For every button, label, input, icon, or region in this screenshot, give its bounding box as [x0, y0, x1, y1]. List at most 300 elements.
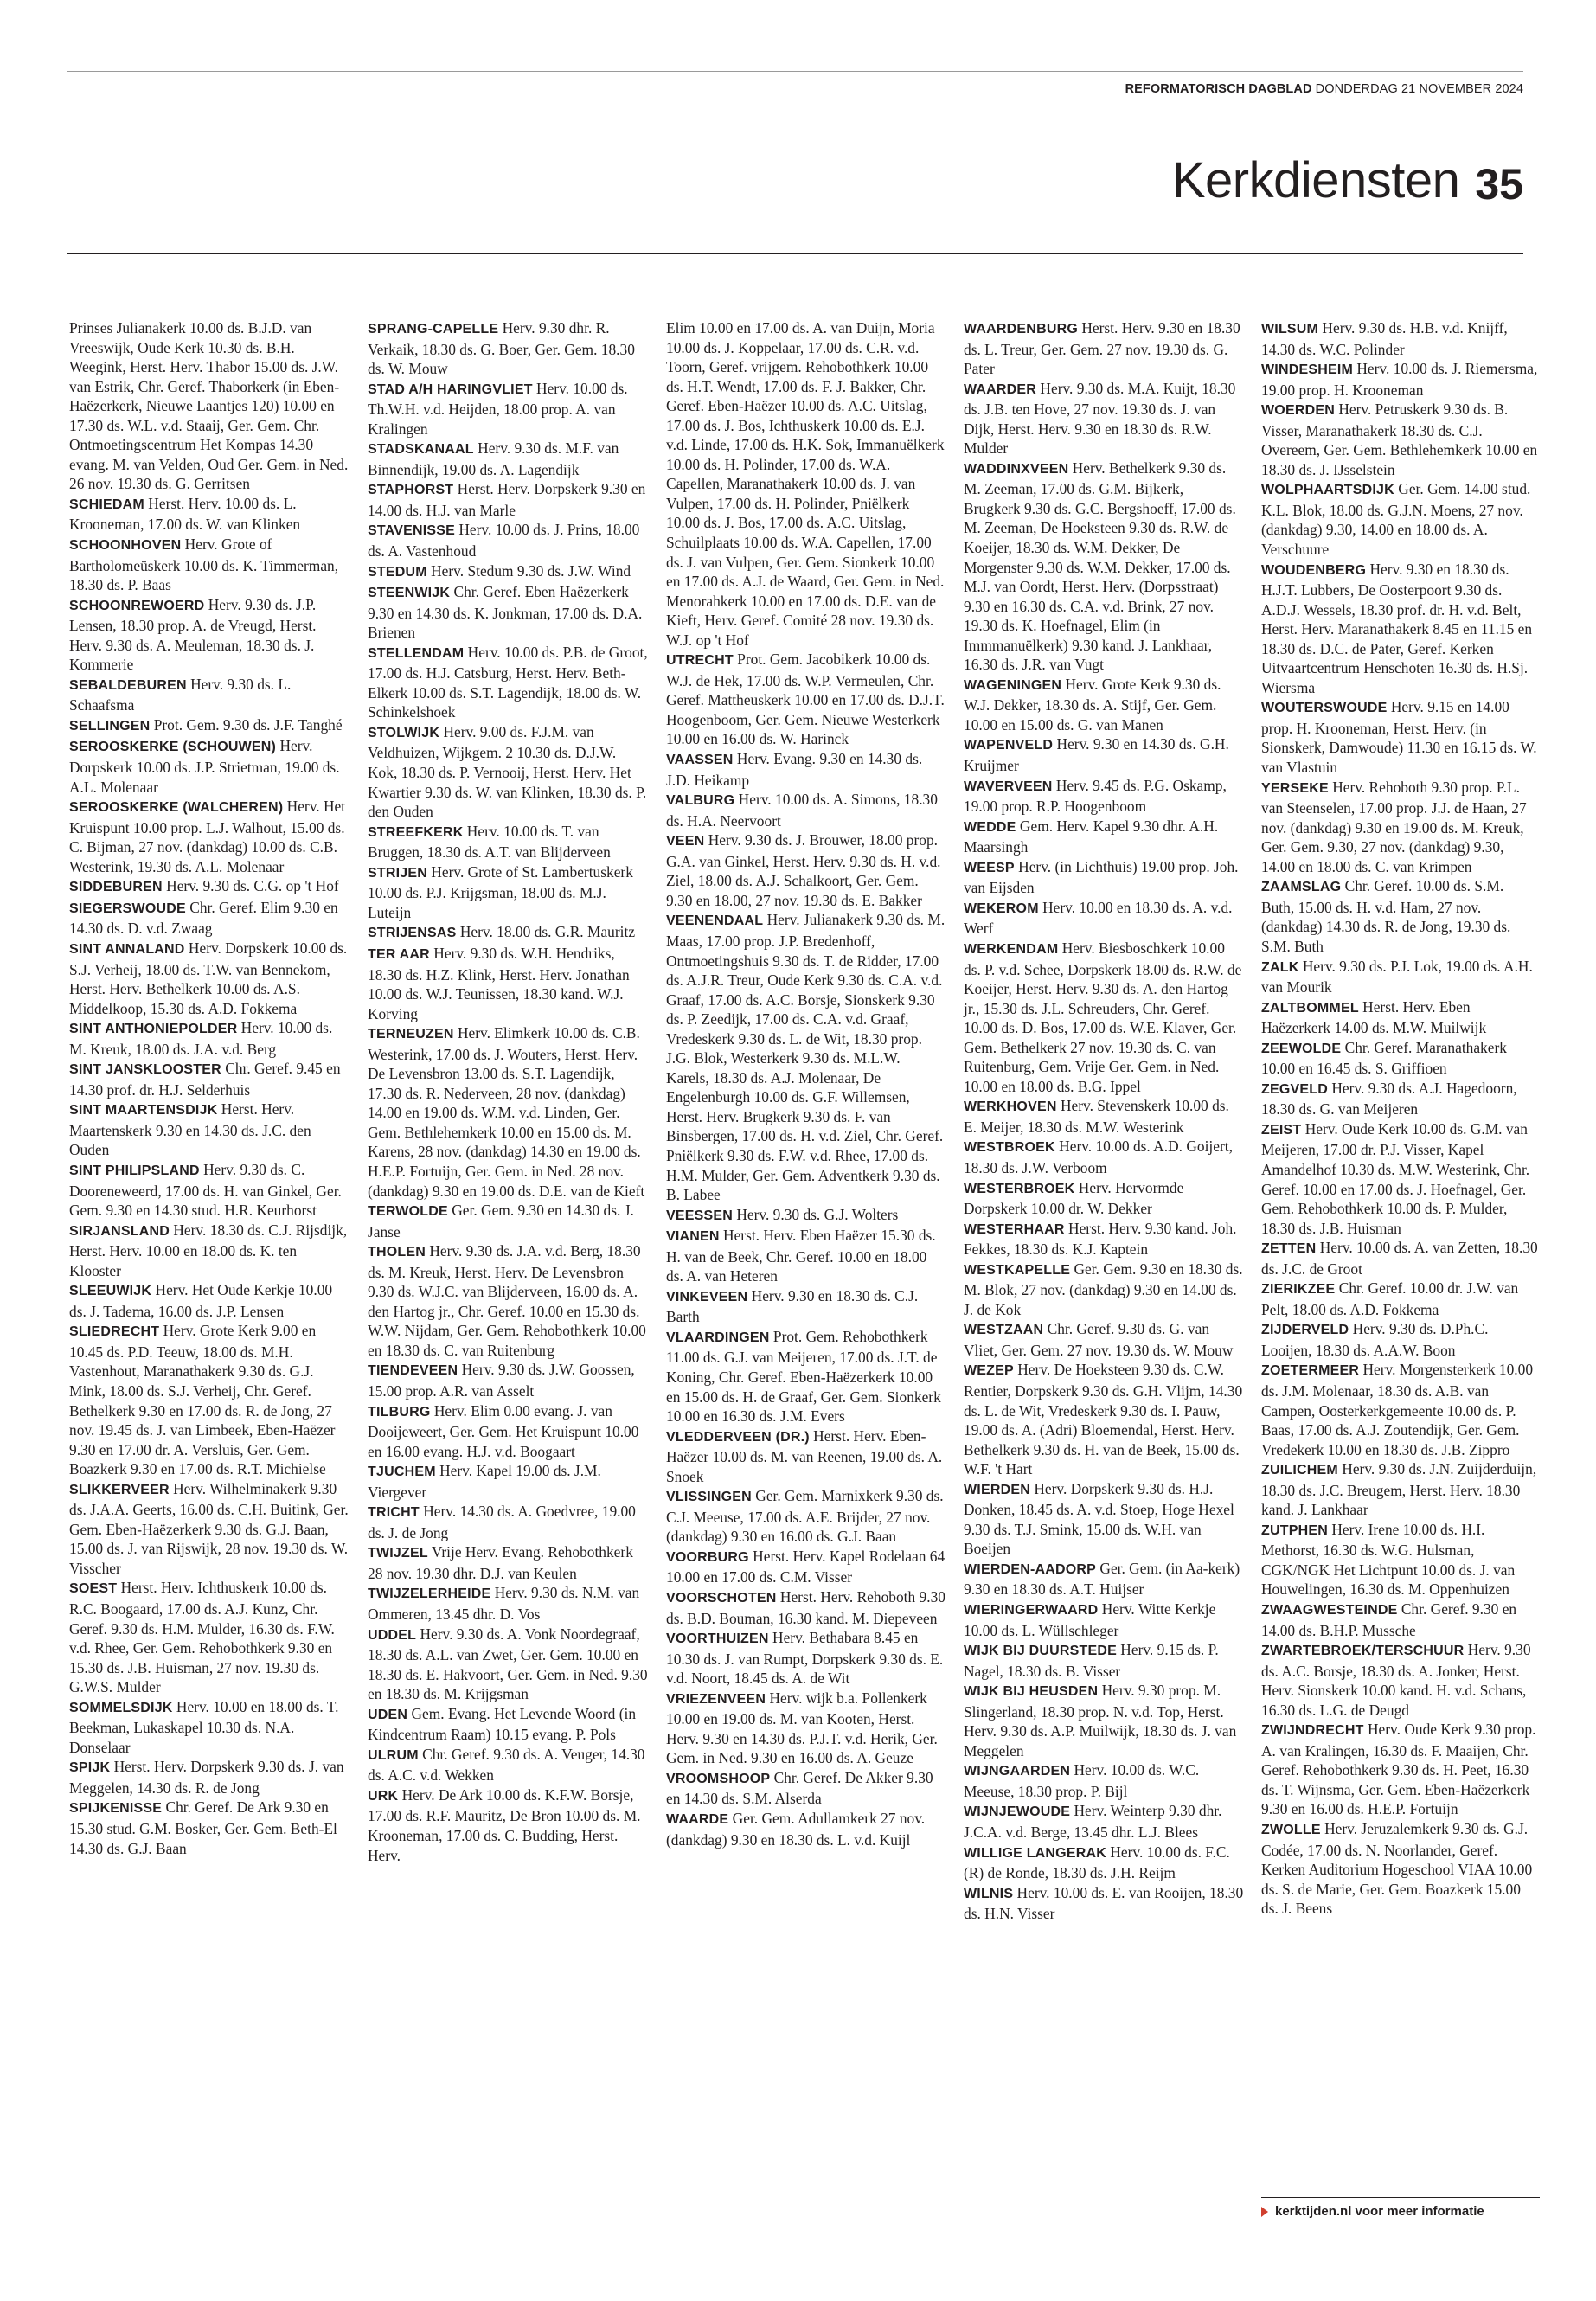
service-details: Chr. Geref. De Akker 9.30 en 14.30 ds. S.M. Alserda	[666, 1768, 933, 1808]
service-listing	[1261, 560, 1538, 698]
service-listing	[964, 1479, 1244, 1559]
service-listing	[1261, 1038, 1538, 1079]
place-name: WINDESHEIM	[1261, 362, 1353, 378]
listing-column-5	[1261, 318, 1538, 1919]
place-name: STAPHORST	[368, 483, 454, 498]
service-details: Herv. Morgensterkerk 10.00 ds. J.M. Molenaar, 18.30 ds. A.B. van Campen, Oosterkerkgemeente 10.00 ds. P. Baas, 17.00 ds. A.J. Zoutendijk, Ger. Gem. Vredekerk 10.00 en 18.30 ds. J.B. Zippro	[1261, 1361, 1534, 1458]
service-listing	[69, 1321, 349, 1478]
place-name: TWIJZEL	[368, 1546, 428, 1561]
place-name: WESTZAAN	[964, 1323, 1044, 1338]
place-name: SPRANG-CAPELLE	[368, 322, 499, 336]
service-details: Herst. Herv. Eben-Haëzer 10.00 ds. M. van Reenen, 19.00 ds. A. Snoek	[666, 1426, 943, 1485]
place-name: STRIJENSAS	[368, 926, 457, 941]
service-listing	[666, 1426, 946, 1487]
place-name: VROOMSHOOP	[666, 1771, 771, 1786]
service-listing	[1261, 1319, 1538, 1360]
place-name: WIERINGERWAARD	[964, 1603, 1099, 1618]
place-name: ZOETERMEER	[1261, 1363, 1360, 1379]
service-details: Herv. 10.00 ds. A. van Zetten, 18.30 ds. J.C. de Groot	[1261, 1239, 1538, 1278]
place-name: VEESSEN	[666, 1208, 733, 1223]
place-name: TRICHT	[368, 1505, 420, 1521]
place-name: SIEGERSWOUDE	[69, 901, 186, 916]
service-listing	[964, 857, 1244, 898]
service-listing	[1261, 359, 1538, 400]
service-listing	[1261, 318, 1538, 359]
place-name: WILLIGE LANGERAK	[964, 1845, 1106, 1861]
service-listing	[69, 675, 349, 715]
service-details: Herv. 10.00 ds. E. van Rooijen, 18.30 ds. H.N. Visser	[964, 1883, 1244, 1923]
service-listing	[964, 1843, 1244, 1883]
place-name: WOUTERSWOUDE	[1261, 701, 1388, 716]
service-listing	[69, 736, 349, 797]
place-name: SINT ANTHONIEPOLDER	[69, 1022, 238, 1037]
service-details: Gem. Herv. Kapel 9.30 dhr. A.H. Maarsingh	[964, 817, 1219, 856]
service-details: Herv. Irene 10.00 ds. H.I. Methorst, 16.30 ds. W.G. Hulsman, CGK/NGK Het Lichtpunt 10.00 ds. J. van Houwelingen, 16.30 ds. M. Oppenhuizen	[1261, 1520, 1516, 1599]
place-name: SLIEDRECHT	[69, 1324, 160, 1340]
service-listing	[368, 1583, 648, 1624]
service-listing	[1261, 1279, 1538, 1319]
place-name: SLIKKERVEER	[69, 1482, 170, 1497]
service-listing	[368, 822, 648, 862]
service-listing	[1261, 778, 1538, 877]
service-details: Herv. Weinterp 9.30 dhr. J.C.A. v.d. Berge, 13.45 dhr. L.J. Blees	[964, 1802, 1222, 1842]
service-listing	[964, 1137, 1244, 1177]
section-title: Kerkdiensten	[1171, 152, 1460, 208]
place-name: SCHIEDAM	[69, 497, 144, 512]
service-details: Herv. Oude Kerk 9.30 prop. A. van Kralingen, 16.30 ds. F. Maaijen, Chr. Geref. Rehobothkerk 9.30 ds. H. Peet, 16.30 ds. T. Wijnsma, Ger. Gem. Eben-Haëzerkerk 9.30 en 16.00 ds. H.E.P. Fortuijn	[1261, 1721, 1536, 1818]
service-listing	[1261, 957, 1538, 997]
service-listing	[964, 734, 1244, 775]
place-name: SLEEUWIJK	[69, 1284, 152, 1299]
service-details: Herv. Bethelkerk 9.30 ds. M. Zeeman, 17.00 ds. G.M. Bijkerk, Brugkerk 9.30 ds. G.C. Bergshoeff, 17.00 ds. M. Zeeman, De Hoeksteen 9.30 ds. R.W. de Koeijer, 18.30 ds. W.M. Dekker, De Morgenster 9.30 ds. W.M. Dekker, 17.00 ds. M.J. van Oordt, Herst. Herv. (Dorpsstraat) 9.30 en 16.30 ds. C.A. v.d. Brink, 27 nov. 19.30 ds. K. Hoefnagel, Elim (in Immmanuëlkerk) 9.30 kand. J. Lankhaar, 16.30 ds. J.R. van Vugt	[964, 458, 1236, 674]
service-listing	[69, 494, 349, 535]
place-name: WERKHOVEN	[964, 1099, 1057, 1115]
service-listing	[964, 1219, 1244, 1259]
service-details: Herv. 10.00 ds. J. Riemersma, 19.00 prop. H. Krooneman	[1261, 360, 1538, 399]
service-listing	[666, 1587, 946, 1628]
service-details: Herv. Rehoboth 9.30 prop. P.L. van Steenselen, 17.00 prop. J.J. de Haan, 27 nov. (dankdag) 9.30 en 19.00 ds. M. Kreuk, Ger. Gem. 9.30, 27 nov. (dankdag) 9.30, 14.00 en 18.00 ds. C. van Krimpen	[1261, 778, 1527, 875]
service-details: Prot. Gem. 9.30 ds. J.F. Tanghé	[150, 715, 343, 734]
place-name: STAVENISSE	[368, 523, 455, 539]
service-details: Herv. Dorpskerk 10.00 ds. S.J. Verheij, 18.00 ds. T.W. van Bennekom, Herst. Herv. Bethelkerk 10.00 ds. A.S. Middelkoop, 15.30 ds. A.D. Fokkema	[69, 939, 348, 1017]
service-details: Herst. Herv. Eben Haëzerkerk 14.00 ds. M.W. Muilwijk	[1261, 997, 1487, 1037]
service-details: Herv. 10.00 ds. Th.W.H. v.d. Heijden, 18.00 prop. A. van Kralingen	[368, 379, 628, 438]
service-details: Herv. Het Kruispunt 10.00 prop. L.J. Walhout, 15.00 ds. C. Bijman, 27 nov. (dankdag) 10.00 ds. C.B. Westerink, 19.30 ds. A.L. Molenaar	[69, 798, 346, 875]
place-name: TILBURG	[368, 1404, 431, 1420]
place-name: ZALTBOMMEL	[1261, 1000, 1359, 1016]
place-name: WIJK BIJ DUURSTEDE	[964, 1644, 1117, 1659]
service-details: Herv. 9.30 en 14.30 ds. G.H. Kruijmer	[964, 735, 1229, 775]
service-listing	[69, 1059, 349, 1099]
service-listing	[1261, 1640, 1538, 1720]
service-listing	[69, 797, 349, 876]
service-listing	[368, 1542, 648, 1583]
service-listing	[368, 582, 648, 643]
service-details: Herv. De Ark 10.00 ds. K.F.W. Borsje, 17.00 ds. R.F. Mauritz, De Bron 10.00 ds. M. Krooneman, 17.00 ds. C. Budding, Herst. Herv.	[368, 1785, 641, 1864]
service-listing	[368, 520, 648, 561]
service-details: Herv. 9.30 ds. M.F. van Binnendijk, 19.00 ds. A. Lagendijk	[368, 439, 619, 478]
place-name: WIJNJEWOUDE	[964, 1804, 1071, 1820]
service-listing	[69, 1479, 349, 1579]
place-name: WOUDENBERG	[1261, 562, 1367, 578]
service-details: Herv. 9.30 ds. P.J. Lok, 19.00 ds. A.H. van Mourik	[1261, 957, 1533, 997]
place-name: VLAARDINGEN	[666, 1330, 770, 1345]
service-listing	[69, 1697, 349, 1758]
place-name: SOMMELSDIJK	[69, 1700, 173, 1715]
service-details: Herv. 9.30 prop. M. Slingerland, 18.30 prop. N. v.d. Top, Herst. Herv. 9.30 ds. A.P. Muilwijk, 18.30 ds. J. van Meggelen	[964, 1682, 1237, 1759]
publication-name: REFORMATORISCH DAGBLAD	[1125, 82, 1312, 96]
service-listing	[368, 1241, 648, 1360]
service-listing	[666, 650, 946, 749]
service-details: Herv. 9.30 en 18.30 ds. C.J. Barth	[666, 1286, 919, 1326]
service-listing	[1261, 1459, 1538, 1520]
page-running-header	[1125, 82, 1523, 96]
service-listing	[964, 1640, 1244, 1681]
place-name: SEROOSKERKE (SCHOUWEN)	[69, 740, 277, 755]
service-listing	[69, 1099, 349, 1160]
service-details: Herv. Evang. 9.30 en 14.30 ds. J.D. Heikamp	[666, 750, 923, 789]
service-details: Herv. 14.30 ds. A. Goedvree, 19.00 ds. J. de Jong	[368, 1503, 636, 1541]
service-details: Herv. 10.00 ds. W.C. Meeuse, 18.30 prop. P. Bijl	[964, 1761, 1200, 1800]
service-listing	[368, 922, 648, 944]
place-name: UDDEL	[368, 1627, 417, 1643]
service-details: Herv. 9.30 ds. C. Dooreneweerd, 17.00 ds. H. van Ginkel, Ger. Gem. 9.30 en 14.30 stud. H.R. Keurhorst	[69, 1160, 342, 1220]
service-details: Herv. 9.00 ds. F.J.M. van Veldhuizen, Wijkgem. 2 10.30 ds. D.J.W. Kok, 18.30 ds. P. Vernooij, Herst. Herv. Het Kwartier 9.30 ds. W. van Klinken, 18.30 ds. P. den Ouden	[368, 722, 647, 821]
service-listing	[964, 1319, 1244, 1360]
place-name: WEDDE	[964, 819, 1016, 835]
place-name: SELLINGEN	[69, 718, 151, 734]
place-name: VLISSINGEN	[666, 1490, 752, 1505]
place-name: STAD A/H HARINGVLIET	[368, 381, 533, 397]
more-info-link-text: kerktijden.nl voor meer informatie	[1275, 2204, 1484, 2219]
service-details: Chr. Geref. De Ark 9.30 en 15.30 stud. G.M. Bosker, Ger. Gem. Beth-El 14.30 ds. G.J. Baan	[69, 1798, 337, 1857]
service-details: Herv. Julianakerk 9.30 ds. M. Maas, 17.00 prop. J.P. Bredenhoff, Ontmoetingshuis 9.30 ds. T. de Ridder, 17.00 ds. A.J.R. Treur, Oude Kerk 9.30 ds. C.A. v.d. Graaf, 17.00 ds. A.C. Borsje, Sionskerk 9.30 ds. P. Zeedijk, 17.00 ds. C.A. v.d. Graaf, Vredeskerk 9.30 ds. L. de Wit, 18.30 prop. J.G. Blok, Westerkerk 9.30 ds. M.L.W. Karels, 18.30 ds. A.J. Molenaar, De Engelenburgh 10.00 ds. G.F. Willemsen, Herst. Herv. Brugkerk 9.30 ds. F. van Binsbergen, 17.00 ds. H. v.d. Ziel, Chr. Geref. Pniëlkerk 9.30 ds. F.W. v.d. Rhee, 17.00 ds. H.M. Mulder, Ger. Gem. Adventkerk 9.30 ds. B. Labee	[666, 911, 945, 1204]
service-details: Chr. Geref. Elim 9.30 en 14.30 ds. D. v.d. Zwaag	[69, 898, 338, 938]
place-name: WAVERVEEN	[964, 779, 1053, 794]
service-listing	[666, 830, 946, 910]
service-listing	[1261, 1238, 1538, 1279]
service-details: Herv. Jeruzalemkerk 9.30 ds. G.J. Codée, 17.00 ds. N. Noorlander, Geref. Kerken Auditorium Hogeschool VIAA 10.00 ds. S. de Marie, Ger. Gem. Boazkerk 15.00 ds. J. Beens	[1261, 1820, 1533, 1918]
service-details: Herv. wijk b.a. Pollenkerk 10.00 en 19.00 ds. M. van Kooten, Herst. Herv. 9.30 en 14.30 ds. P.J.T. v.d. Herik, Ger. Gem. in Ned. 9.30 en 16.00 ds. A. Geuze	[666, 1689, 938, 1767]
place-name: SINT PHILIPSLAND	[69, 1163, 200, 1178]
service-details: Herv. 9.30 ds. J.W. Goossen, 15.00 prop. A.R. van Asselt	[368, 1361, 635, 1400]
service-listing	[368, 479, 648, 520]
publication-date: DONDERDAG 21 NOVEMBER 2024	[1315, 82, 1523, 96]
service-listing	[69, 876, 349, 898]
place-name: SIDDEBUREN	[69, 880, 163, 895]
service-details: Herv. 9.30 ds. M.A. Kuijt, 18.30 ds. J.B. ten Hove, 27 nov. 19.30 ds. J. van Dijk, Herst. Herv. 9.30 en 18.30 ds. R.W. Mulder	[964, 379, 1236, 458]
service-listing	[1261, 1520, 1538, 1599]
service-listing	[368, 944, 648, 1023]
place-name: TER AAR	[368, 946, 430, 962]
service-listing	[1261, 479, 1538, 559]
service-listing	[964, 1178, 1244, 1219]
place-name: WIJNGAARDEN	[964, 1764, 1071, 1779]
place-name: ULRUM	[368, 1747, 419, 1763]
service-listing	[1261, 997, 1538, 1038]
service-details: Herv. 9.30 ds. A. Vonk Noordegraaf, 18.30 ds. A.L. van Zwet, Ger. Gem. 10.00 en 18.30 ds. E. Hakvoort, Ger. Gem. in Ned. 9.30 en 18.30 ds. M. Krijgsman	[368, 1625, 648, 1703]
place-name: ZWIJNDRECHT	[1261, 1723, 1364, 1739]
service-listing	[1261, 1079, 1538, 1119]
header-rule-bottom	[67, 253, 1523, 254]
service-details: Chr. Geref. 10.00 dr. J.W. van Pelt, 18.00 ds. A.D. Fokkema	[1261, 1279, 1519, 1318]
service-details: Prot. Gem. Jacobikerk 10.00 ds. W.J. de Hek, 17.00 ds. W.P. Vermeulen, Chr. Geref. Mattheuskerk 10.00 en 17.00 ds. D.J.T. Hoogenboom, Ger. Gem. Nieuwe Westerkerk 10.00 en 16.00 ds. W. Harinck	[666, 651, 945, 748]
place-name: WILSUM	[1261, 322, 1319, 336]
place-name: WESTBROEK	[964, 1140, 1055, 1156]
place-name: STELLENDAM	[368, 645, 465, 661]
service-details: Ger. Gem. (in Aa-kerk) 9.30 en 18.30 ds. A.T. Huijser	[964, 1559, 1240, 1599]
service-listing	[666, 1286, 946, 1327]
service-details: Herv. 9.15 ds. P. Nagel, 18.30 ds. B. Visser	[964, 1641, 1219, 1680]
service-details: Herv. Hervormde Dorpskerk 10.00 dr. W. Dekker	[964, 1178, 1184, 1218]
service-details: Herv. Grote Kerk 9.30 ds. W.J. Dekker, 18.30 ds. A. Stijf, Ger. Gem. 10.00 en 15.00 ds. G. van Manen	[964, 675, 1221, 734]
service-details: Ger. Gem. 14.00 stud. K.L. Blok, 18.00 ds. G.J.N. Moens, 27 nov. (dankdag) 9.30, 14.00 en 18.00 ds. A. Verschuure	[1261, 480, 1531, 559]
service-details: Herv. 18.30 ds. C.J. Rijsdijk, Herst. Herv. 10.00 en 18.00 ds. K. ten Klooster	[69, 1221, 348, 1279]
place-name: WAARDER	[964, 381, 1037, 397]
service-listing	[666, 1547, 946, 1587]
place-name: WIJK BIJ HEUSDEN	[964, 1684, 1099, 1700]
service-listing	[368, 379, 648, 439]
service-details: Herv. 10.00 ds. T. van Bruggen, 18.30 ds. A.T. van Blijderveen	[368, 822, 611, 862]
service-details: Chr. Geref. 9.30 en 14.00 ds. B.H.P. Mussche	[1261, 1600, 1517, 1639]
service-listing	[964, 1883, 1244, 1924]
service-details: Herv. 9.30 ds. W.H. Hendriks, 18.30 ds. H.Z. Klink, Herst. Herv. Jonathan 10.00 ds. W.J. Teunissen, 18.30 kand. W.J. Korving	[368, 944, 630, 1022]
place-name: SEBALDEBUREN	[69, 677, 187, 693]
service-listing	[1261, 1360, 1538, 1459]
place-name: SOEST	[69, 1581, 118, 1597]
service-listing	[1261, 1720, 1538, 1819]
place-name: STRIJEN	[368, 865, 427, 881]
place-name: SPIJKENISSE	[69, 1801, 163, 1817]
service-details: Herv. 9.30 ds. N.M. van Ommeren, 13.45 dhr. D. Vos	[368, 1584, 640, 1623]
place-name: SPIJK	[69, 1760, 111, 1776]
service-listing	[69, 595, 349, 675]
service-details: Herv. Elim 0.00 evang. J. van Dooijeweert, Ger. Gem. Het Kruispunt 10.00 en 16.00 evang. H.J. v.d. Boogaart	[368, 1401, 639, 1460]
place-name: VOORBURG	[666, 1549, 749, 1565]
service-listing	[666, 1327, 946, 1426]
place-name: SINT JANSKLOOSTER	[69, 1062, 221, 1078]
service-listing	[368, 1625, 648, 1704]
service-listing	[964, 817, 1244, 857]
service-listing	[69, 715, 349, 737]
place-name: WADDINXVEEN	[964, 461, 1069, 477]
service-listing	[69, 1578, 349, 1696]
service-details: Herv. Het Oude Kerkje 10.00 ds. J. Tadema, 16.00 ds. J.P. Lensen	[69, 1281, 333, 1320]
service-listing	[368, 1502, 648, 1542]
service-listing	[69, 1221, 349, 1281]
place-name: ZALK	[1261, 959, 1299, 975]
service-details: Prot. Gem. Rehobothkerk 11.00 ds. G.J. van Meijeren, 17.00 ds. J.T. de Koning, Chr. Geref. Eben-Haëzerkerk 10.00 en 15.00 ds. H. de Graaf, Ger. Gem. Sionkerk 10.00 en 16.30 ds. J.M. Evers	[666, 1327, 941, 1426]
service-details: Herv. 10.00 ds. P.B. de Groot, 17.00 ds. H.J. Catsburg, Herst. Herv. Beth-Elkerk 10.00 ds. S.T. Lagendijk, 18.00 ds. W. Schinkelshoek	[368, 643, 648, 721]
listing-column-2	[368, 318, 648, 1865]
service-listing	[368, 1745, 648, 1785]
more-info-link[interactable]	[1261, 2204, 1484, 2219]
place-name: WESTERHAAR	[964, 1221, 1065, 1237]
service-details: Herst. Herv. Ichthuskerk 10.00 ds. R.C. Boogaard, 17.00 ds. A.J. Kunz, Chr. Geref. 9.30 ds. H.M. Mulder, 16.30 ds. F.W. v.d. Rhee, Ger. Gem. Rehobothkerk 9.30 en 15.30 ds. J.B. Huisman, 27 nov. 19.30 ds. G.W.S. Mulder	[69, 1579, 335, 1696]
place-name: WIERDEN	[964, 1482, 1030, 1497]
service-listing	[964, 675, 1244, 735]
service-listing	[964, 776, 1244, 817]
service-listing	[964, 1360, 1244, 1478]
place-name: STEDUM	[368, 564, 427, 580]
service-details: Herst. Herv. 9.30 en 18.30 ds. L. Treur, Ger. Gem. 27 nov. 19.30 ds. G. Pater	[964, 319, 1240, 378]
place-name: WAARDENBURG	[964, 322, 1078, 336]
service-details: Herst. Herv. Maartenskerk 9.30 en 14.30 ds. J.C. den Ouden	[69, 1100, 311, 1159]
service-details: Herv. Dorpskerk 9.30 ds. H.J. Donken, 18.45 ds. A. v.d. Stoep, Hoge Hexel 9.30 ds. T.J. Smink, 15.00 ds. W.H. van Boeijen	[964, 1479, 1234, 1558]
service-listing	[368, 1023, 648, 1201]
service-details: Ger. Gem. Adullamkerk 27 nov. (dankdag) 9.30 en 18.30 ds. L. v.d. Kuijl	[666, 1810, 926, 1849]
place-name: WEESP	[964, 860, 1015, 875]
service-details: Herv. Stedum 9.30 ds. J.W. Wind	[426, 561, 631, 580]
place-name: ZWARTEBROEK/TERSCHUUR	[1261, 1644, 1465, 1659]
place-name: VOORSCHOTEN	[666, 1591, 777, 1606]
place-name: WAGENINGEN	[964, 677, 1062, 693]
service-listing	[666, 1205, 946, 1227]
place-name: WILNIS	[964, 1886, 1014, 1901]
place-name: STADSKANAAL	[368, 442, 474, 458]
service-listing	[964, 1760, 1244, 1801]
place-name: STREEFKERK	[368, 824, 464, 840]
service-details: Elim 10.00 en 17.00 ds. A. van Duijn, Moria 10.00 ds. J. Koppelaar, 17.00 ds. C.R. v.d. Toorn, Geref. vrijgem. Rehobothkerk 10.00 ds. H.T. Wendt, 17.00 ds. F. J. Bakker, Chr. Geref. Eben-Haëzer 10.00 ds. A.C. Uitslag, 17.00 ds. J. Bos, Ichthuskerk 10.00 ds. E.J. v.d. Linde, 17.00 ds. H.K. Sok, Immanuëlkerk 10.00 ds. H. Polinder, 17.00 ds. W.A. Capellen, Maranathakerk 10.00 ds. J. van Vulpen, 17.00 ds. H. Polinder, Pniëlkerk 10.00 ds. J. Bos, 17.00 ds. A.C. Uitslag, Schuilplaats 10.00 ds. W.A. Capellen, 17.00 ds. J. van Vulpen, Ger. Gem. Sionkerk 10.00 en 17.00 ds. A.J. de Waard, Ger. Gem. in Ned. Menorahkerk 10.00 en 17.00 ds. D.E. van de Kieft, Herv. Geref. Comité 28 nov. 19.30 ds. W.J. op 't Hof	[666, 319, 945, 649]
service-listing	[368, 722, 648, 822]
service-details: Herv. 10.00 ds. A. Simons, 18.30 ds. H.A. Neervoort	[666, 791, 938, 830]
service-details: Herv. 9.30 ds. J.A. v.d. Berg, 18.30 ds. M. Kreuk, Herst. Herv. De Levensbron 9.30 ds. W.J.C. van Blijderveen, 16.00 ds. A. den Hartog jr., Chr. Geref. 10.00 en 15.30 ds. W.W. Nijdam, Ger. Gem. Rehobothkerk 10.00 en 18.30 ds. C. van Ruitenburg	[368, 1242, 646, 1359]
place-name: UTRECHT	[666, 653, 734, 669]
place-name: ZWAAGWESTEINDE	[1261, 1603, 1398, 1618]
service-listing	[666, 1486, 946, 1547]
service-details: Herv. Biesboschkerk 10.00 ds. P. v.d. Schee, Dorpskerk 18.00 ds. R.W. de Koeijer, Herst. Herv. 9.30 ds. A. den Hartog jr., 15.30 ds. J.L. Schreuders, Chr. Geref. 10.00 ds. D. Bos, 17.00 ds. W.E. Klaver, Ger. Gem. Bethelkerk 27 nov. 19.30 ds. C. van Ruitenburg, Gem. Vrije Ger. Gem. in Ned. 10.00 en 18.00 ds. B.G. Ippel	[964, 939, 1242, 1095]
service-details: Herv. 10.00 ds. M. Kreuk, 18.00 ds. J.A. v.d. Berg	[69, 1019, 333, 1058]
service-listing	[368, 439, 648, 479]
service-details: Herv. 9.30 ds. J.P. Lensen, 18.30 prop. A. de Vreugd, Herst. Herv. 9.30 ds. A. Meuleman, 18.30 ds. J. Kommerie	[69, 595, 317, 674]
service-details: Herv. (in Lichthuis) 19.00 prop. Joh. van Eijsden	[964, 857, 1239, 897]
place-name: VRIEZENVEEN	[666, 1691, 766, 1707]
listing-column-4	[964, 318, 1244, 1924]
service-listing	[666, 1226, 946, 1286]
place-name: ZAAMSLAG	[1261, 880, 1342, 895]
service-listing	[666, 910, 946, 1204]
service-listing	[368, 1360, 648, 1400]
place-name: THOLEN	[368, 1245, 426, 1260]
service-listing	[368, 1785, 648, 1865]
place-name: ZEIST	[1261, 1122, 1302, 1138]
place-name: ZETTEN	[1261, 1241, 1317, 1257]
service-listing	[964, 1259, 1244, 1320]
service-details: Herv. De Hoeksteen 9.30 ds. C.W. Rentier, Dorpskerk 9.30 ds. G.H. Vlijm, 14.30 ds. L. de Wit, Vredeskerk 9.30 ds. I. Pauw, 19.00 ds. A. (Adri) Bloemendal, Herst. Herv. Bethelkerk 9.30 ds. H. van de Beek, 15.00 ds. W.F. 't Hart	[964, 1361, 1243, 1478]
service-details: Herv. Dorpskerk 10.00 ds. J.P. Strietman, 19.00 ds. A.L. Molenaar	[69, 737, 340, 796]
place-name: SCHOONREWOERD	[69, 598, 205, 613]
place-name: WEZEP	[964, 1363, 1014, 1379]
service-listing	[964, 458, 1244, 675]
service-listing	[69, 1280, 349, 1321]
place-name: VAASSEN	[666, 753, 734, 768]
service-listing	[964, 939, 1244, 1096]
place-name: URK	[368, 1788, 399, 1804]
service-listing	[368, 1201, 648, 1241]
place-name: WAPENVELD	[964, 738, 1054, 753]
place-name: WIERDEN-AADORP	[964, 1561, 1097, 1577]
place-name: ZEGVELD	[1261, 1081, 1328, 1097]
service-listing	[1261, 1119, 1538, 1238]
service-details: Herv. 9.30 dhr. R. Verkaik, 18.30 ds. G. Boer, Ger. Gem. 18.30 ds. W. Mouw	[368, 319, 635, 378]
service-details: Herv. Stevenskerk 10.00 ds. E. Meijer, 18.30 ds. M.W. Westerink	[964, 1097, 1229, 1136]
service-listing	[69, 318, 349, 494]
service-listing	[666, 1809, 946, 1849]
service-details: Herst. Herv. Eben Haëzer 15.30 ds. H. van de Beek, Chr. Geref. 10.00 en 18.00 ds. A. van Heteren	[666, 1227, 936, 1285]
place-name: ZIERIKZEE	[1261, 1282, 1336, 1298]
section-heading	[1172, 145, 1523, 206]
service-listing	[1261, 400, 1538, 479]
service-listing	[666, 318, 946, 650]
service-listing	[368, 1401, 648, 1462]
place-name: WOERDEN	[1261, 403, 1335, 419]
service-details: Herv. 9.15 en 14.00 prop. H. Krooneman, Herst. Herv. (in Sionskerk, Damwoude) 11.30 en 16.15 ds. W. van Vlastuin	[1261, 698, 1537, 777]
page-number: 35	[1475, 160, 1523, 208]
service-details: Herv. 10.00 ds. A.D. Goijert, 18.30 ds. J.W. Verboom	[964, 1138, 1233, 1176]
place-name: VEEN	[666, 834, 705, 849]
service-details: Herst. Herv. Dorpskerk 9.30 ds. J. van Meggelen, 14.30 ds. R. de Jong	[69, 1758, 344, 1797]
service-details: Herv. 9.30 en 18.30 ds. H.J.T. Lubbers, De Oosterpoort 9.30 ds. A.D.J. Wessels, 18.30 prof. dr. H. v.d. Belt, Herst. Herv. Maranathakerk 8.45 en 11.15 en 18.30 ds. D.C. de Pater, Geref. Kerken Uitvaartcentrum Henschoten 16.30 ds. H.Sj. Wiersma	[1261, 560, 1533, 696]
service-listing	[964, 898, 1244, 939]
service-details: Gem. Evang. Het Levende Woord (in Kindcentrum Raam) 10.15 evang. P. Pols	[368, 1704, 637, 1744]
listing-column-1	[69, 318, 349, 1858]
service-listing	[69, 1018, 349, 1059]
place-name: VINKEVEEN	[666, 1289, 748, 1304]
service-listing	[368, 318, 648, 379]
service-listing	[1261, 1819, 1538, 1919]
service-details: Herv. 9.30 ds. L. Schaafsma	[69, 675, 292, 715]
place-name: SINT ANNALAND	[69, 941, 185, 957]
service-listing	[1261, 1599, 1538, 1640]
service-listing	[666, 1628, 946, 1689]
place-name: SINT MAARTENSDIJK	[69, 1103, 218, 1118]
service-listing	[368, 1461, 648, 1502]
place-name: SIRJANSLAND	[69, 1223, 170, 1239]
place-name: VOORTHUIZEN	[666, 1631, 769, 1647]
service-details: Herv. Grote Kerk 9.00 en 10.45 ds. P.D. Teeuw, 18.00 ds. M.H. Vastenhout, Maranathakerk 9.30 ds. G.J. Mink, 18.00 ds. S.J. Verheij, Chr. Geref. Bethelkerk 9.30 en 17.00 ds. R. de Jong, 27 nov. 19.45 ds. J. van Limbeek, Eben-Haëzer 9.30 en 17.00 dr. A. Versluis, Ger. Gem. Boazkerk 9.30 en 17.00 ds. R.T. Michielse	[69, 1322, 336, 1478]
arrow-right-icon	[1261, 2207, 1268, 2217]
place-name: STEENWIJK	[368, 586, 451, 601]
service-listing	[964, 1559, 1244, 1599]
service-details: Chr. Geref. Eben Haëzerkerk 9.30 en 14.30 ds. K. Jonkman, 17.00 ds. D.A. Brienen	[368, 583, 643, 642]
service-details: Herv. 18.00 ds. G.R. Mauritz	[456, 923, 636, 941]
place-name: WESTERBROEK	[964, 1181, 1075, 1196]
place-name: SEROOSKERKE (WALCHEREN)	[69, 800, 284, 816]
place-name: SCHOONHOVEN	[69, 538, 182, 554]
listing-column-3	[666, 318, 946, 1849]
service-details: Herv. 9.30 ds. G.J. Wolters	[733, 1205, 899, 1223]
place-name: WEKEROM	[964, 901, 1039, 916]
place-name: WOLPHAARTSDIJK	[1261, 483, 1394, 498]
service-listing	[666, 1768, 946, 1809]
place-name: WERKENDAM	[964, 941, 1059, 957]
place-name: YERSEKE	[1261, 780, 1329, 796]
service-details: Chr. Geref. Maranathakerk 10.00 en 16.45 ds. S. Griffioen	[1261, 1038, 1507, 1078]
service-details: Herv. Bethabara 8.45 en 10.30 ds. J. van Rumpt, Dorpskerk 9.30 ds. E. v.d. Noort, 18.45 ds. A. de Wit	[666, 1629, 944, 1688]
place-name: ZUTPHEN	[1261, 1522, 1328, 1538]
service-listing	[69, 1798, 349, 1858]
service-details: Ger. Gem. 9.30 en 14.30 ds. J. Janse	[368, 1202, 634, 1240]
service-details: Chr. Geref. 9.30 ds. G. van Vliet, Ger. Gem. 27 nov. 19.30 ds. W. Mouw	[964, 1320, 1234, 1359]
service-listing	[964, 318, 1244, 379]
service-details: Herv. Grote of St. Lambertuskerk 10.00 ds. P.J. Krijgsman, 18.00 ds. M.J. Luteijn	[368, 862, 633, 921]
place-name: STOLWIJK	[368, 725, 440, 740]
place-name: VEENENDAAL	[666, 913, 764, 929]
service-listing	[368, 561, 648, 583]
service-listing	[666, 790, 946, 830]
place-name: VIANEN	[666, 1229, 720, 1245]
place-name: ZIJDERVELD	[1261, 1323, 1349, 1338]
